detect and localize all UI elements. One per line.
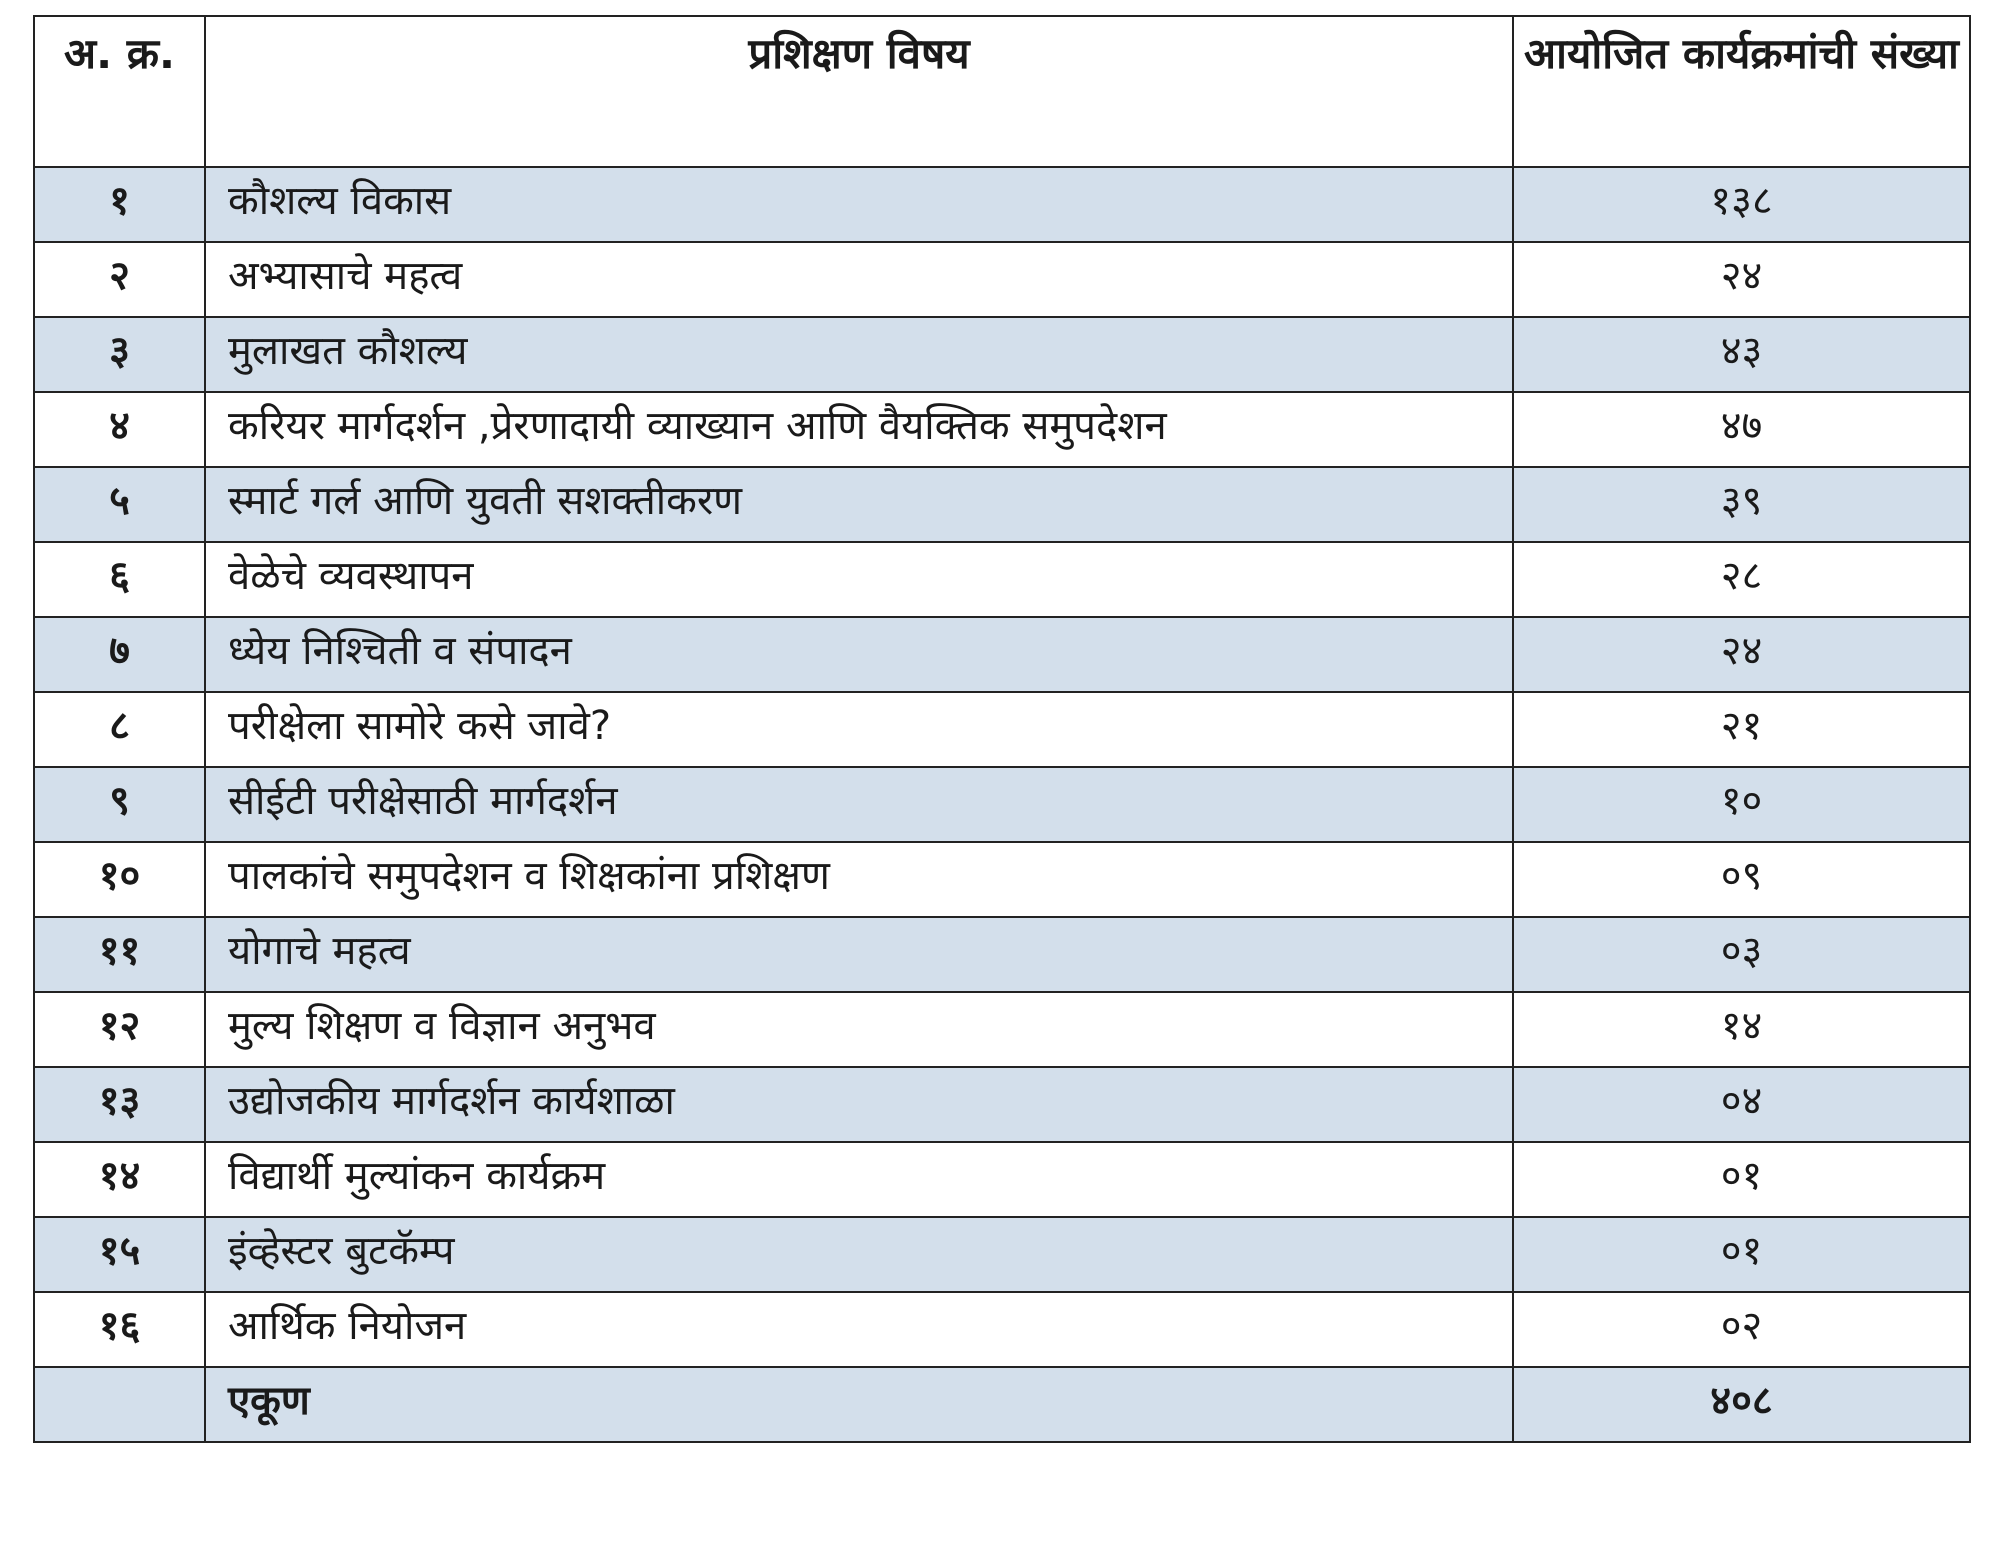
subject-cell: वेळेचे व्यवस्थापन [205, 542, 1513, 617]
subject-cell: अभ्यासाचे महत्व [205, 242, 1513, 317]
count-cell: ४३ [1513, 317, 1970, 392]
table-row [34, 842, 1970, 917]
total-row [34, 1367, 1970, 1442]
subject-cell: परीक्षेला सामोरे कसे जावे? [205, 692, 1513, 767]
subject-cell: स्मार्ट गर्ल आणि युवती सशक्तीकरण [205, 467, 1513, 542]
count-cell: ३९ [1513, 467, 1970, 542]
table-row [34, 767, 1970, 842]
count-cell: ०३ [1513, 917, 1970, 992]
count-cell: ०१ [1513, 1217, 1970, 1292]
count-cell: ४७ [1513, 392, 1970, 467]
serial-cell: १० [34, 842, 205, 917]
serial-cell: १६ [34, 1292, 205, 1367]
serial-cell: ६ [34, 542, 205, 617]
table-row [34, 917, 1970, 992]
table-row [34, 242, 1970, 317]
table-row [34, 392, 1970, 467]
serial-cell: ११ [34, 917, 205, 992]
table-row [34, 1292, 1970, 1367]
subject-cell: मुल्य शिक्षण व विज्ञान अनुभव [205, 992, 1513, 1067]
count-cell: ०२ [1513, 1292, 1970, 1367]
count-cell: ०१ [1513, 1142, 1970, 1217]
subject-cell: पालकांचे समुपदेशन व शिक्षकांना प्रशिक्षण [205, 842, 1513, 917]
count-cell: २१ [1513, 692, 1970, 767]
serial-cell: ७ [34, 617, 205, 692]
count-cell: २४ [1513, 617, 1970, 692]
header-row [34, 16, 1970, 167]
serial-cell: १ [34, 167, 205, 242]
table-row [34, 542, 1970, 617]
subject-cell: मुलाखत कौशल्य [205, 317, 1513, 392]
serial-cell: १२ [34, 992, 205, 1067]
subject-cell: इंव्हेस्टर बुटकॅम्प [205, 1217, 1513, 1292]
subject-cell: कौशल्य विकास [205, 167, 1513, 242]
count-cell: २४ [1513, 242, 1970, 317]
total-count: ४०८ [1513, 1367, 1970, 1442]
table-row [34, 1067, 1970, 1142]
header-subject: प्रशिक्षण विषय [205, 16, 1513, 167]
total-label: एकूण [205, 1367, 1513, 1442]
count-cell: १३८ [1513, 167, 1970, 242]
serial-cell: ४ [34, 392, 205, 467]
table-row [34, 1217, 1970, 1292]
serial-cell: १५ [34, 1217, 205, 1292]
count-cell: १० [1513, 767, 1970, 842]
header-serial: अ. क्र. [34, 16, 205, 167]
serial-cell: ५ [34, 467, 205, 542]
subject-cell: उद्योजकीय मार्गदर्शन कार्यशाळा [205, 1067, 1513, 1142]
header-count: आयोजित कार्यक्रमांची संख्या [1513, 16, 1970, 167]
count-cell: २८ [1513, 542, 1970, 617]
total-serial-cell [34, 1367, 205, 1442]
count-cell: ०४ [1513, 1067, 1970, 1142]
serial-cell: ३ [34, 317, 205, 392]
table-row [34, 317, 1970, 392]
count-cell: ०९ [1513, 842, 1970, 917]
subject-cell: विद्यार्थी मुल्यांकन कार्यक्रम [205, 1142, 1513, 1217]
subject-cell: योगाचे महत्व [205, 917, 1513, 992]
table-body [34, 167, 1970, 1442]
serial-cell: १४ [34, 1142, 205, 1217]
serial-cell: २ [34, 242, 205, 317]
subject-cell: ध्येय निश्चिती व संपादन [205, 617, 1513, 692]
subject-cell: करियर मार्गदर्शन ,प्रेरणादायी व्याख्यान आणि वैयक्तिक समुपदेशन [205, 392, 1513, 467]
table-row [34, 992, 1970, 1067]
training-programs-table [33, 15, 1971, 1443]
serial-cell: ९ [34, 767, 205, 842]
serial-cell: ८ [34, 692, 205, 767]
subject-cell: आर्थिक नियोजन [205, 1292, 1513, 1367]
table-row [34, 167, 1970, 242]
serial-cell: १३ [34, 1067, 205, 1142]
table-row [34, 617, 1970, 692]
count-cell: १४ [1513, 992, 1970, 1067]
table-row [34, 692, 1970, 767]
table-row [34, 1142, 1970, 1217]
subject-cell: सीईटी परीक्षेसाठी मार्गदर्शन [205, 767, 1513, 842]
table-row [34, 467, 1970, 542]
